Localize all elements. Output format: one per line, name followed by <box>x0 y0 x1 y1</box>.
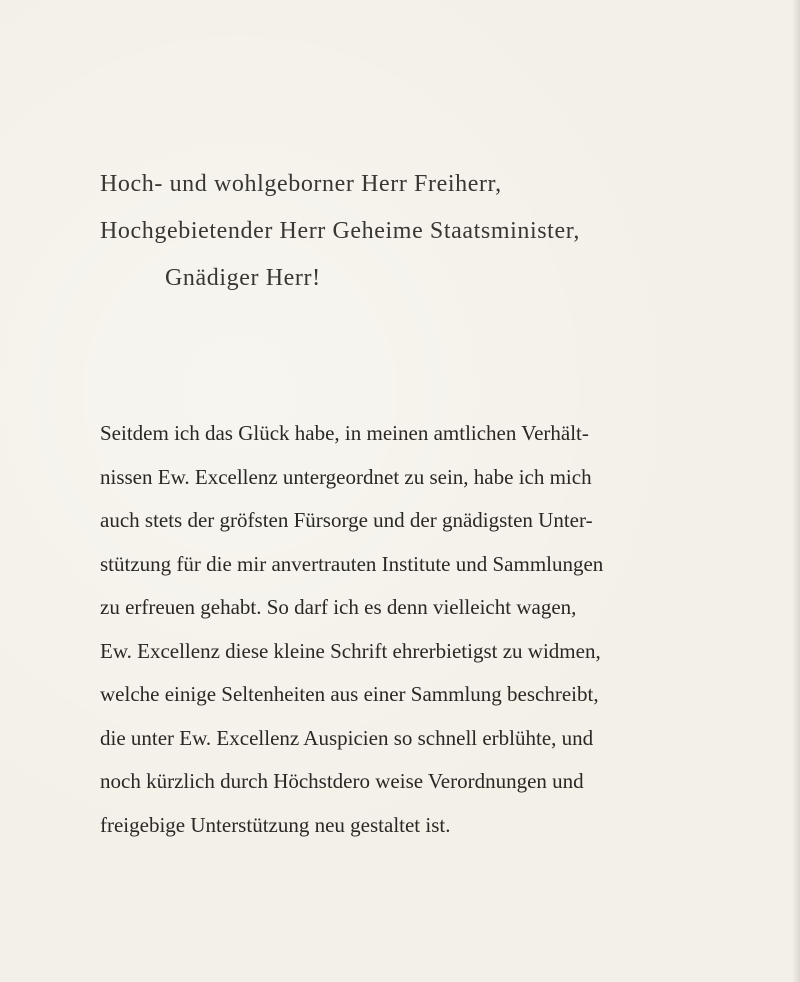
paragraph-line: zu erfreuen gehabt. So darf ich es denn vielleicht wagen, <box>100 595 577 619</box>
paragraph-line: Ew. Excellenz diese kleine Schrift ehrerbietigst zu widmen, <box>100 638 601 663</box>
salutation-line-2: Hochgebietender Herr Geheime Staatsminister, <box>100 218 580 244</box>
paragraph-line: welche einige Seltenheiten aus einer Sammlung beschreibt, <box>100 682 599 706</box>
salutation-greeting: Gnädiger Herr! <box>165 265 321 291</box>
paragraph-line: auch stets der gröfsten Fürsorge und der gnädigsten Unter- <box>100 508 593 532</box>
paragraph-line: freigebige Unterstützung neu gestaltet ist. <box>100 812 451 837</box>
paragraph-line: noch kürzlich durch Höchstdero weise Verordnungen und <box>100 769 584 793</box>
salutation-line-1: Hoch- und wohlgeborner Herr Freiherr, <box>100 171 502 197</box>
paragraph-line: stützung für die mir anvertrauten Institute und Sammlungen <box>100 551 604 576</box>
dedication-paragraph <box>100 416 720 851</box>
paragraph-line: nissen Ew. Excellenz untergeordnet zu sein, habe ich mich <box>100 464 592 489</box>
page-edge-shadow <box>792 0 800 982</box>
salutation <box>100 166 740 307</box>
paragraph-line: Seitdem ich das Glück habe, in meinen amtlichen Verhält- <box>100 421 589 445</box>
paragraph-line: die unter Ew. Excellenz Auspicien so schnell erblühte, und <box>100 725 594 750</box>
